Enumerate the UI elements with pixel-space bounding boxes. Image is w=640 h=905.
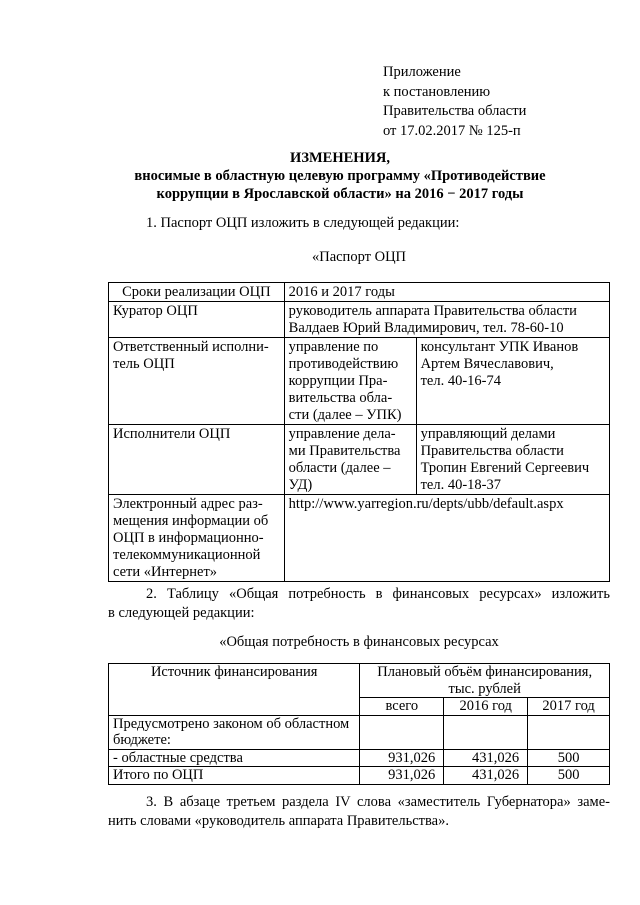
title-line: вносимые в областную целевую программу «Противодействие — [134, 168, 546, 184]
cell-line: УД) — [288, 477, 313, 493]
item-2 — [108, 585, 610, 623]
table-cell — [109, 715, 360, 749]
cell-line: Правительства области — [420, 443, 564, 459]
cell-line: Плановый объём финансирования, — [377, 664, 593, 680]
cell-line: бюджете: — [113, 732, 171, 748]
table-row — [109, 283, 610, 302]
table-cell — [109, 495, 285, 582]
table-header-cell — [360, 664, 610, 698]
cell-line: Электронный адрес раз- — [113, 496, 263, 512]
table-cell — [416, 338, 609, 425]
para-line: в следующей редакции: — [108, 605, 255, 621]
table-row — [109, 664, 610, 698]
table-cell — [360, 715, 444, 749]
table-row — [109, 749, 610, 767]
table-cell — [416, 425, 609, 495]
item-3 — [108, 793, 610, 831]
appendix-line: к постановлению — [383, 83, 491, 100]
table-cell — [284, 425, 416, 495]
passport-heading: «Паспорт ОЦП — [311, 249, 407, 265]
cell-line: тель ОЦП — [113, 356, 175, 372]
table-cell — [528, 715, 610, 749]
table-row — [109, 338, 610, 425]
table-header-cell: Источник финансирования — [109, 664, 360, 716]
cell-line: тел. 40-18-37 — [420, 477, 501, 493]
para-line: 3. В абзаце третьем раздела IV слова «заместитель Губернатора» заме- — [146, 794, 610, 810]
table-cell: 2016 и 2017 годы — [284, 283, 609, 302]
finance-heading: «Общая потребность в финансовых ресурсах — [219, 634, 499, 650]
cell-line: Артем Вячеславович, — [420, 356, 554, 372]
finance-table — [108, 663, 610, 785]
table-header-cell: 2017 год — [528, 698, 610, 716]
table-row — [109, 495, 610, 582]
cell-line: коррупции Пра- — [288, 373, 388, 389]
table-cell — [284, 338, 416, 425]
table-cell — [444, 715, 528, 749]
table-header-cell: всего — [360, 698, 444, 716]
table-cell: Сроки реализации ОЦП — [109, 283, 285, 302]
cell-line: ми Правительства — [288, 443, 401, 459]
cell-line: консультант УПК Иванов — [420, 339, 579, 355]
title-line: коррупции в Ярославской области» на 2016 − 2017 годы — [156, 186, 524, 202]
cell-line: противодействию — [288, 356, 399, 372]
cell-line: сети «Интернет» — [113, 564, 218, 580]
appendix-line: от 17.02.2017 № 125-п — [383, 122, 521, 139]
table-row — [109, 715, 610, 749]
table-row — [109, 425, 610, 495]
table-row — [109, 767, 610, 785]
cell-line: управление дела- — [288, 426, 396, 442]
cell-line: управление по — [288, 339, 379, 355]
table-header-cell: 2016 год — [444, 698, 528, 716]
cell-line: Тропин Евгений Сергеевич — [420, 460, 590, 476]
table-cell: 931,026 — [360, 767, 444, 785]
cell-line: мещения информации об — [113, 513, 269, 529]
document-title — [80, 149, 600, 203]
table-cell: Итого по ОЦП — [109, 767, 360, 785]
table-cell — [284, 302, 609, 338]
table-cell — [284, 495, 609, 582]
cell-line: области (далее – — [288, 460, 391, 476]
table-cell: 431,026 — [444, 749, 528, 767]
cell-line: управляющий делами — [420, 426, 556, 442]
cell-line: руководитель аппарата Правительства области — [288, 303, 577, 319]
table-cell: 931,026 — [360, 749, 444, 767]
appendix-line: Приложение — [383, 64, 461, 80]
para-line: нить словами «руководитель аппарата Правительства». — [108, 813, 449, 829]
cell-line: вительства обла- — [288, 390, 393, 406]
table-cell: - областные средства — [109, 749, 360, 767]
table-cell: 431,026 — [444, 767, 528, 785]
passport-table — [108, 282, 610, 582]
cell-line: тыс. рублей — [448, 680, 521, 697]
website-link[interactable]: http://www.yarregion.ru/depts/ubb/default.aspx — [288, 496, 564, 512]
table-cell: 500 — [528, 749, 610, 767]
cell-line: сти (далее – УПК) — [288, 407, 402, 423]
table-row — [109, 302, 610, 338]
cell-line: тел. 40-16-74 — [420, 373, 501, 389]
cell-line: Ответственный исполни- — [113, 339, 269, 355]
cell-line: Предусмотрено законом об областном — [113, 715, 350, 732]
cell-line: ОЦП в информационно- — [113, 530, 264, 546]
appendix-block — [383, 63, 526, 141]
table-cell: Куратор ОЦП — [109, 302, 285, 338]
item-1: 1. Паспорт ОЦП изложить в следующей редакции: — [146, 215, 460, 231]
table-cell: 500 — [528, 767, 610, 785]
table-cell — [109, 338, 285, 425]
appendix-line: Правительства области — [383, 103, 527, 119]
title-line: ИЗМЕНЕНИЯ, — [290, 150, 390, 166]
table-cell: Исполнители ОЦП — [109, 425, 285, 495]
para-line: 2. Таблицу «Общая потребность в финансовых ресурсах» изложить — [146, 586, 610, 602]
cell-line: телекоммуникационной — [113, 547, 261, 563]
cell-line: Валдаев Юрий Владимирович, тел. 78-60-10 — [288, 320, 564, 336]
